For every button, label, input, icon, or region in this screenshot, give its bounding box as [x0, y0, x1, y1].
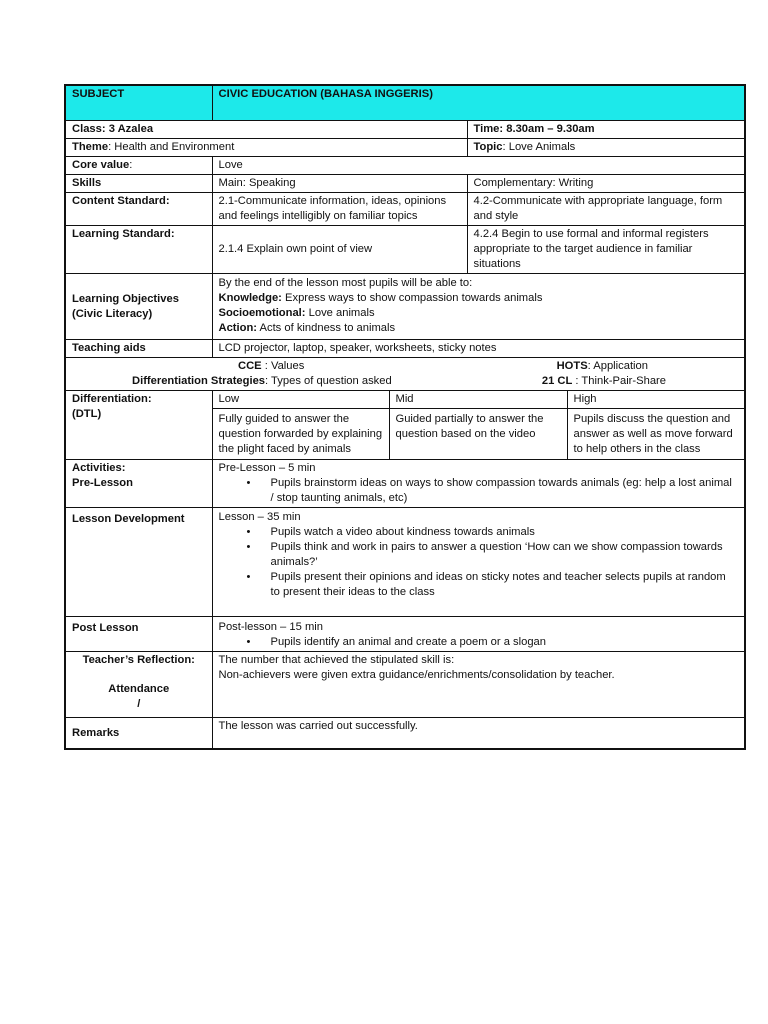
hots-label: HOTS: [556, 360, 588, 372]
time-value: : 8.30am – 9.30am: [499, 123, 595, 135]
post-lesson-list: [219, 635, 739, 650]
subject-label: SUBJECT: [65, 85, 212, 121]
socio-label: Socioemotional:: [218, 307, 306, 319]
objectives-label-cell: [65, 274, 212, 340]
remarks-value: The lesson was carried out successfully.: [212, 718, 745, 750]
cl-label: 21 CL: [541, 375, 573, 387]
attendance-value: /: [137, 698, 141, 710]
lesson-development-row: [65, 508, 745, 617]
list-item: • Pupils watch a video about kindness towards animals: [271, 525, 739, 540]
spacer: [72, 668, 206, 682]
learning-standard-label: Learning Standard:: [65, 226, 212, 274]
diff-strategy-label: Differentiation Strategies: [132, 375, 266, 387]
level-mid-desc: Guided partially to answer the question based on the video: [389, 409, 567, 460]
theme-row: [65, 139, 745, 157]
remarks-row: [65, 718, 745, 750]
skills-complementary: Complementary: Writing: [467, 175, 745, 193]
action-label: Action:: [218, 322, 258, 334]
core-value-label-cell: [65, 157, 212, 175]
knowledge-label: Knowledge:: [218, 292, 282, 304]
list-item: • Pupils brainstorm ideas on ways to show compassion towards animals (eg: help a lost animal / stop taunting animals, etc): [271, 476, 739, 506]
post-lesson-label: Post Lesson: [65, 617, 212, 652]
cl-item: [542, 374, 738, 389]
pre-lesson-content: [212, 460, 745, 508]
content-standard-label: Content Standard:: [65, 193, 212, 226]
topic-cell: [467, 139, 745, 157]
objectives-intro: By the end of the lesson most pupils will be able to:: [218, 277, 473, 289]
time-label: Time: [473, 123, 500, 135]
pre-lesson-list: [219, 476, 739, 506]
objectives-sublabel: (Civic Literacy): [72, 307, 153, 320]
teaching-aids-row: [65, 340, 745, 358]
theme-value: : Health and Environment: [108, 141, 235, 153]
cl-value: : Think-Pair-Share: [572, 375, 666, 387]
reflection-line-1: The number that achieved the stipulated skill is:: [218, 654, 455, 666]
cce-item: [72, 359, 304, 374]
cce-row: [65, 358, 745, 391]
skills-row: [65, 175, 745, 193]
level-mid: Mid: [389, 391, 567, 409]
learning-standard-row: [65, 226, 745, 274]
cce-hots-line: [72, 359, 738, 374]
level-high: High: [567, 391, 745, 409]
objectives-row: [65, 274, 745, 340]
class-label: Class: [72, 123, 102, 135]
lesson-development-heading: Lesson – 35 min: [218, 511, 301, 523]
objectives-label: Learning Objectives: [72, 292, 179, 305]
class-cell: [65, 121, 467, 139]
learning-standard-main: 2.1.4 Explain own point of view: [212, 226, 467, 274]
teaching-aids-label: Teaching aids: [65, 340, 212, 358]
differentiation-sublabel: (DTL): [72, 408, 102, 420]
pre-lesson-label-cell: [65, 460, 212, 508]
time-cell: [467, 121, 745, 139]
diff-strategy-item: [72, 374, 392, 389]
content-standard-row: [65, 193, 745, 226]
post-lesson-row: [65, 617, 745, 652]
reflection-label: Teacher’s Reflection:: [82, 654, 195, 666]
cce-cell: [65, 358, 745, 391]
lesson-plan-table: [64, 84, 746, 750]
reflection-row: [65, 652, 745, 718]
topic-label: Topic: [473, 141, 503, 153]
reflection-content: [212, 652, 745, 718]
differentiation-label-cell: [65, 391, 212, 460]
class-value: : 3 Azalea: [101, 123, 154, 135]
pre-lesson-heading: Pre-Lesson – 5 min: [218, 462, 316, 474]
teaching-aids-value: LCD projector, laptop, speaker, worksheets, sticky notes: [212, 340, 745, 358]
lesson-development-label: Lesson Development: [65, 508, 212, 617]
cce-value: : Values: [261, 360, 305, 372]
subject-value: CIVIC EDUCATION (BAHASA INGGERIS): [212, 85, 745, 121]
core-value-value: Love: [212, 157, 745, 175]
level-low-desc: Fully guided to answer the question forwarded by explaining the plight faced by animals: [212, 409, 389, 460]
objective-action: [219, 321, 739, 336]
objectives-content: [212, 274, 745, 340]
objective-knowledge: [219, 291, 739, 306]
class-row: [65, 121, 745, 139]
action-value: Acts of kindness to animals: [257, 322, 396, 334]
theme-label: Theme: [72, 141, 109, 153]
lesson-plan-sheet: [64, 84, 744, 750]
pre-lesson-row: [65, 460, 745, 508]
skills-label: Skills: [65, 175, 212, 193]
remarks-label: Remarks: [65, 718, 212, 750]
diff-cl-line: [72, 374, 738, 389]
list-item: • Pupils present their opinions and ideas on sticky notes and teacher selects pupils at random to present their ideas to the class: [271, 570, 739, 600]
hots-value: : Application: [587, 360, 648, 372]
topic-value: : Love Animals: [502, 141, 576, 153]
subject-row: [65, 85, 745, 121]
core-value-colon: :: [129, 159, 133, 171]
attendance-label: Attendance: [108, 683, 170, 695]
pre-lesson-label: Pre-Lesson: [72, 477, 133, 489]
content-standard-main: 2.1-Communicate information, ideas, opinions and feelings intelligibly on familiar topics: [212, 193, 467, 226]
cce-label: CCE: [238, 360, 262, 372]
socio-value: Love animals: [305, 307, 375, 319]
activities-label: Activities:: [72, 462, 126, 474]
diff-strategy-value: : Types of question asked: [265, 375, 392, 387]
reflection-line-2: Non-achievers were given extra guidance/enrichments/consolidation by teacher.: [218, 669, 615, 681]
hots-item: [557, 359, 738, 374]
level-low: Low: [212, 391, 389, 409]
differentiation-levels-row: [65, 391, 745, 409]
knowledge-value: Express ways to show compassion towards animals: [281, 292, 543, 304]
post-lesson-heading: Post-lesson – 15 min: [218, 621, 323, 633]
differentiation-label: Differentiation:: [72, 393, 152, 405]
core-value-label: Core value: [72, 159, 130, 171]
list-item: • Pupils think and work in pairs to answer a question ‘How can we show compassion towards animals?’: [271, 540, 739, 570]
list-item: • Pupils identify an animal and create a poem or a slogan: [271, 635, 739, 650]
objective-socioemotional: [219, 306, 739, 321]
learning-standard-complementary: 4.2.4 Begin to use formal and informal registers appropriate to the target audience in familiar situations: [467, 226, 745, 274]
lesson-development-content: [212, 508, 745, 617]
reflection-label-cell: [65, 652, 212, 718]
level-high-desc: Pupils discuss the question and answer as well as move forward to help others in the class: [567, 409, 745, 460]
skills-main: Main: Speaking: [212, 175, 467, 193]
core-value-row: [65, 157, 745, 175]
lesson-development-list: [219, 525, 739, 600]
content-standard-complementary: 4.2-Communicate with appropriate language, form and style: [467, 193, 745, 226]
post-lesson-content: [212, 617, 745, 652]
theme-cell: [65, 139, 467, 157]
